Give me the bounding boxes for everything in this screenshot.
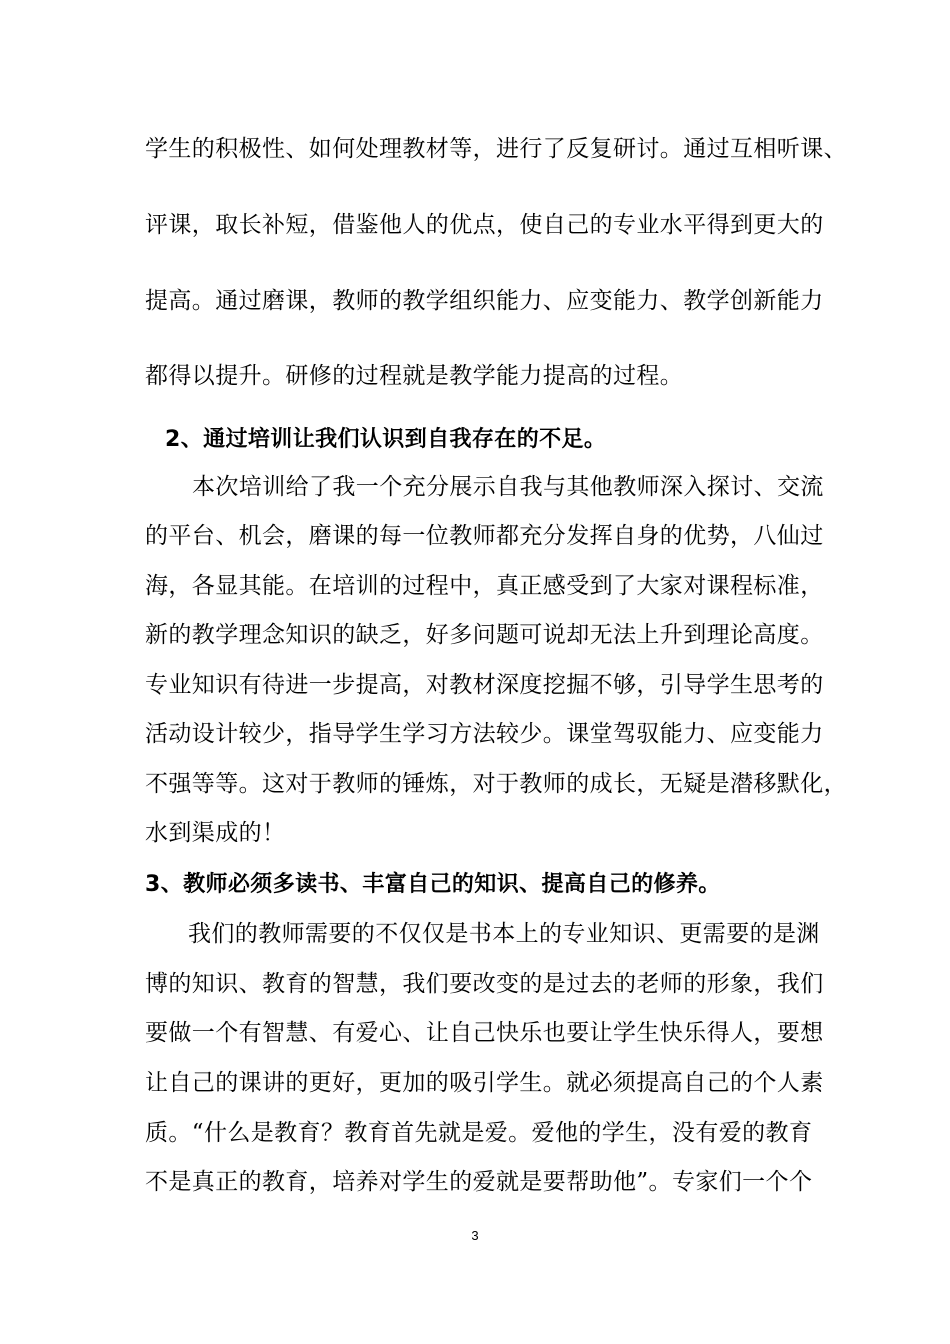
body-text-line: 专业知识有待进一步提高，对教材深度挖掘不够，引导学生思考的: [145, 672, 824, 698]
body-text-line: 提高。通过磨课，教师的教学组织能力、应变能力、教学创新能力: [145, 288, 824, 314]
body-text-line: 让自己的课讲的更好，更加的吸引学生。就必须提高自己的个人素: [145, 1070, 824, 1096]
body-text-line: 评课，取长补短，借鉴他人的优点，使自己的专业水平得到更大的: [145, 212, 824, 238]
body-text-line: 海，各显其能。在培训的过程中，真正感受到了大家对课程标准，: [145, 573, 824, 599]
body-text-line: 学生的积极性、如何处理教材等，进行了反复研讨。通过互相听课、: [145, 136, 847, 162]
body-text-line: 我们的教师需要的不仅仅是书本上的专业知识、更需要的是渊: [188, 921, 820, 947]
body-text-line: 的平台、机会，磨课的每一位教师都充分发挥自身的优势，八仙过: [145, 523, 824, 549]
section-heading-2: 2、通过培训让我们认识到自我存在的不足。: [165, 427, 607, 452]
body-text-line: 水到渠成的！: [145, 820, 286, 846]
body-text-line: 质。“什么是教育？教育首先就是爱。爱他的学生，没有爱的教育: [145, 1120, 813, 1146]
body-text-line: 新的教学理念知识的缺乏，好多问题可说却无法上升到理论高度。: [145, 622, 824, 648]
body-text-line: 不强等等。这对于教师的锤炼，对于教师的成长，无疑是潜移默化，: [145, 771, 847, 797]
body-text-line: 博的知识、教育的智慧，我们要改变的是过去的老师的形象，我们: [145, 971, 824, 997]
body-text-line: 本次培训给了我一个充分展示自我与其他教师深入探讨、交流: [192, 474, 824, 500]
section-heading-3: 3、教师必须多读书、丰富自己的知识、提高自己的修养。: [145, 872, 721, 897]
body-text-line: 不是真正的教育，培养对学生的爱就是要帮助他”。专家们一个个: [145, 1169, 813, 1195]
page-number: 3: [471, 1228, 479, 1243]
body-text-line: 都得以提升。研修的过程就是教学能力提高的过程。: [145, 363, 684, 389]
body-text-line: 活动设计较少，指导学生学习方法较少。课堂驾驭能力、应变能力: [145, 721, 824, 747]
body-text-line: 要做一个有智慧、有爱心、让自己快乐也要让学生快乐得人，要想: [145, 1020, 824, 1046]
